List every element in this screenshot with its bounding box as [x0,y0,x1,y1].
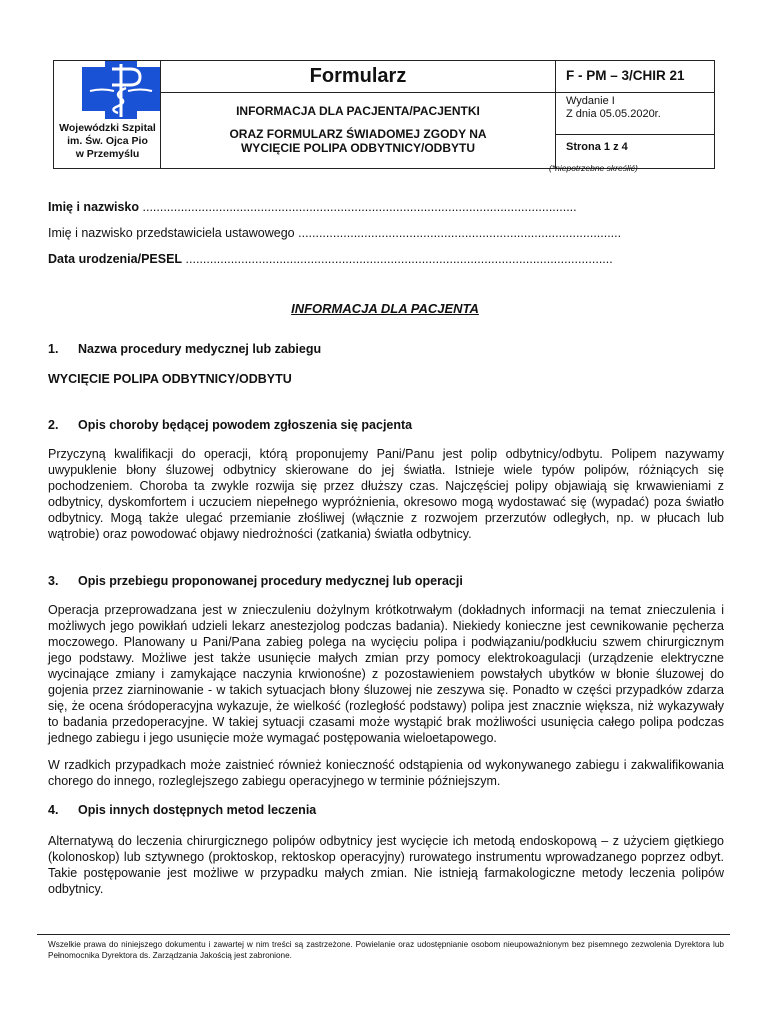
edition-info [566,95,661,121]
hospital-name-line: Wojewódzki Szpital [59,122,156,134]
dob-label: Data urodzenia/PESEL [48,252,183,266]
header-divider [160,92,555,93]
hospital-name [54,122,161,161]
section-3-text-continued: W rzadkich przypadkach może zaistnieć również konieczność odstąpienia od wykonywanego zabiegu i zakwalifikowania chorego do innego, rozleglejszego zabiegu operacyjnego w terminie późniejszym. [48,758,724,788]
copyright-footer: Wszelkie prawa do niniejszego dokumentu i zawartej w nim treści są zastrzeżone. Powielanie oraz udostępnianie osobom nieupoważnionym bez pisemnego zezwolenia Dyrektora lub Pełnomocnika Dyrektora ds. Zarządzania Jakością jest zabronione. [48,940,724,960]
header-divider [555,134,715,135]
name-field[interactable] [48,200,577,214]
section-3-text: Operacja przeprowadzana jest w znieczuleniu dożylnym krótkotrwałym (dokładnych informacji na temat znieczulenia i możliwych jego powikłań udzieli lekarz anestezjolog podczas badania). Niekiedy konieczne jest cewnikowanie pęcherza moczowego. Planowany u Pani/Pana zabieg polega na wycięciu polipa i podwiązaniu/podkłuciu szwem chirurgicznym jego podstawy. Możliwe jest także usunięcie małych zmian przy pomocy elektrokoagulacji (urządzenie elektryczne wycinające zmiany i zamykające naczynia krwionośne) z pozostawieniem powstałych ubytków w błonie śluzowej do gojenia przez ziarninowanie - w takich sytuacjach błony śluzowej nie zeszywa się. Ponadto w części przypadków zdarza się, że ocena śródoperacyjna wykazuje, że wielkość (rozległość podstawy) polipa jest znacznie większa, niż wykazywały to badania przedoperacyjne. W takiej sytuacji czasami może wystąpić brak możliwości usunięcia całego polipa podczas jednego zabiegu i jego usunięcie może wymagać postępowania wieloetapowego. [48,603,724,745]
section-4-text: Alternatywą do leczenia chirurgicznego polipów odbytnicy jest wycięcie ich metodą endoskopową – z użyciem giętkiego (kolonoskop) lub sztywnego (proktoskop, rektoskop operacyjny) rurowatego instrumentu wprowadzanego poprzez odbyt. Takie postępowanie jest możliwe w przypadku małych zmian. Nie istnieją farmakologiczne metody leczenia polipów odbytnicy. [48,834,724,896]
section-title-text: Nazwa procedury medycznej lub zabiegu [78,342,322,356]
procedure-name: WYCIĘCIE POLIPA ODBYTNICY/ODBYTU [48,372,292,386]
strike-note: (*niepotrzebne skreślić) [549,163,638,173]
section-number: 1. [48,342,59,356]
section-title-text: Opis przebiegu proponowanej procedury medycznej lub operacji [78,574,463,588]
section-1-title [48,342,321,356]
header-table [53,60,715,169]
form-code: F - PM – 3/CHIR 21 [566,68,685,83]
section-number: 3. [48,574,59,588]
section-title-text: Opis choroby będącej powodem zgłoszenia się pacjenta [78,418,413,432]
footer-divider [37,934,730,935]
dob-field[interactable] [48,252,613,266]
name-dots: ............................................................................................................................. [142,200,577,214]
edition-line: Wydanie I [566,95,615,107]
info-title: INFORMACJA DLA PACJENTA/PACJENTKI [236,104,480,118]
section-3-title [48,574,463,588]
section-2-text: Przyczyną kwalifikacji do operacji, którą proponujemy Pani/Panu jest polip odbytnicy/odbytu. Polipem nazywamy uwypuklenie błony śluzowej odbytnicy skierowane do jej światła. Istnieje wiele typów polipów, różniących się pochodzeniem. Choroba ta zwykle rozwija się przez dłuższy czas. Najczęściej polipy objawiają się krwawieniami z odbytnicy, dyskomfortem i uczuciem niepełnego wypróżnienia, okresowo mogą wydostawać się (wypadać) poza światło odbytnicy. Mogą także ulegać przemianie złośliwej (włącznie z rozwojem przerzutów odległych, np. w płucach lub wątrobie) oraz powodować objawy niedrożności (zatkania) światła odbytnicy. [48,447,724,541]
header-divider [555,92,715,93]
hospital-name-line: w Przemyślu [75,148,140,160]
hospital-logo-icon [82,61,160,119]
representative-dots: ............................................................................................. [298,226,622,240]
section-title-text: Opis innych dostępnych metod leczenia [78,803,317,817]
section-2-title [48,418,412,432]
hospital-name-line: im. Św. Ojca Pio [67,135,148,147]
main-heading: INFORMACJA DLA PACJENTA [291,301,479,316]
page-number: Strona 1 z 4 [566,141,628,153]
form-title: Formularz [309,65,407,87]
consent-title [161,127,555,155]
edition-line: Z dnia 05.05.2020r. [566,108,661,120]
representative-field[interactable] [48,226,621,240]
header-divider [555,61,556,168]
representative-label: Imię i nazwisko przedstawiciela ustawowego [48,226,295,240]
dob-dots: ........................................................................................................................... [185,252,613,266]
section-4-title [48,803,316,817]
consent-title-line: ORAZ FORMULARZ ŚWIADOMEJ ZGODY NA [229,127,487,141]
section-number: 4. [48,803,59,817]
consent-title-line: WYCIĘCIE POLIPA ODBYTNICY/ODBYTU [240,141,475,155]
section-number: 2. [48,418,59,432]
name-label: Imię i nazwisko [48,200,140,214]
